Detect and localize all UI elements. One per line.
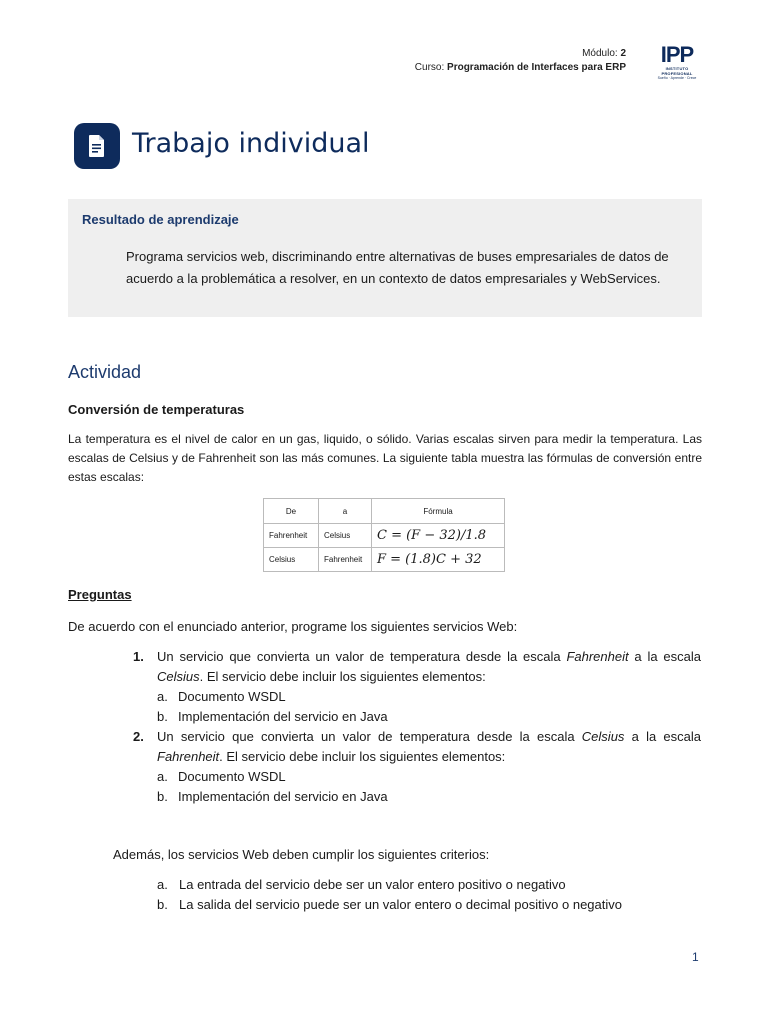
list-subitem	[133, 787, 701, 807]
list-item	[133, 727, 701, 767]
question-text: a la escala	[628, 649, 701, 664]
subitem-letter: b.	[157, 789, 168, 804]
questions-heading: Preguntas	[68, 587, 132, 602]
questions-list	[133, 647, 701, 807]
criteria-intro: Además, los servicios Web deben cumplir los siguientes criterios:	[113, 847, 490, 862]
table-cell: Celsius	[319, 524, 372, 548]
document-icon	[74, 123, 120, 169]
header-meta	[415, 47, 626, 75]
criteria-text: La entrada del servicio debe ser un valor entero positivo o negativo	[179, 877, 566, 892]
question-text: a la escala	[624, 729, 701, 744]
course-value: Programación de Interfaces para ERP	[447, 62, 626, 73]
question-number: 1.	[133, 649, 144, 664]
criteria-letter: a.	[157, 877, 168, 892]
subitem-letter: b.	[157, 709, 168, 724]
page-number: 1	[692, 950, 699, 964]
list-item	[157, 875, 622, 895]
subitem-text: Documento WSDL	[178, 689, 286, 704]
table-cell: Fahrenheit	[264, 524, 319, 548]
table-header-row	[264, 499, 505, 524]
conversion-table	[263, 498, 505, 572]
criteria-list	[157, 875, 622, 915]
module-line	[415, 47, 626, 61]
list-subitem	[133, 767, 701, 787]
formula-cell: F = (1.8)C + 32	[372, 548, 505, 572]
question-number: 2.	[133, 729, 144, 744]
list-subitem	[133, 687, 701, 707]
activity-heading: Actividad	[68, 362, 142, 382]
question-scale-from: Celsius	[581, 729, 625, 744]
course-line	[415, 61, 626, 75]
question-scale-from: Fahrenheit	[566, 649, 629, 664]
formula-cell: C = (F − 32)/1.8	[372, 524, 505, 548]
question-scale-to: Celsius	[157, 669, 200, 684]
table-header: De	[264, 499, 319, 524]
table-header: Fórmula	[372, 499, 505, 524]
subitem-text: Implementación del servicio en Java	[178, 789, 388, 804]
learning-result-text: Programa servicios web, discriminando entre alternativas de buses empresariales de datos de acuerdo a la problemática a resolver, en un contexto de datos empresariales y WebServices.	[126, 249, 669, 286]
page-title: Trabajo individual	[132, 128, 370, 159]
subitem-text: Implementación del servicio en Java	[178, 709, 388, 724]
subitem-letter: a.	[157, 689, 168, 704]
table-row	[264, 524, 505, 548]
question-text: Un servicio que convierta un valor de temperatura desde la escala	[157, 729, 582, 744]
table-header: a	[319, 499, 372, 524]
course-label: Curso:	[414, 62, 445, 73]
learning-result-heading: Resultado de aprendizaje	[82, 212, 239, 227]
question-scale-to: Fahrenheit	[157, 749, 220, 764]
list-item	[133, 647, 701, 687]
question-text: . El servicio debe incluir los siguientes elementos:	[219, 749, 506, 764]
subitem-letter: a.	[157, 769, 168, 784]
list-item	[157, 895, 622, 915]
learning-result-box	[68, 199, 702, 317]
criteria-letter: b.	[157, 897, 168, 912]
criteria-text: La salida del servicio puede ser un valor entero o decimal positivo o negativo	[179, 897, 622, 912]
subitem-text: Documento WSDL	[178, 769, 286, 784]
table-cell: Celsius	[264, 548, 319, 572]
table-row	[264, 548, 505, 572]
logo-text: IPP	[660, 42, 694, 67]
module-value: 2	[620, 48, 626, 59]
list-subitem	[133, 707, 701, 727]
table-cell: Fahrenheit	[319, 548, 372, 572]
ipp-logo	[650, 44, 704, 82]
logo-subtext: INSTITUTO PROFESIONAL	[661, 66, 693, 76]
logo-tagline: Sueño · Aprende · Crece	[657, 76, 697, 80]
question-text: . El servicio debe incluir los siguientes elementos:	[199, 669, 486, 684]
activity-intro: La temperatura es el nivel de calor en un gas, liquido, o sólido. Varias escalas sirven para medir la temperatura. Las escalas de Celsius y de Fahrenheit son las más comunes. La siguiente tabla muestra las fórmulas de conversión entre estas escalas:	[68, 432, 702, 484]
module-label: Módulo:	[582, 48, 618, 59]
questions-intro: De acuerdo con el enunciado anterior, programe los siguientes servicios Web:	[68, 619, 518, 634]
activity-subheading: Conversión de temperaturas	[68, 402, 245, 417]
question-text: Un servicio que convierta un valor de temperatura desde la escala	[157, 649, 567, 664]
